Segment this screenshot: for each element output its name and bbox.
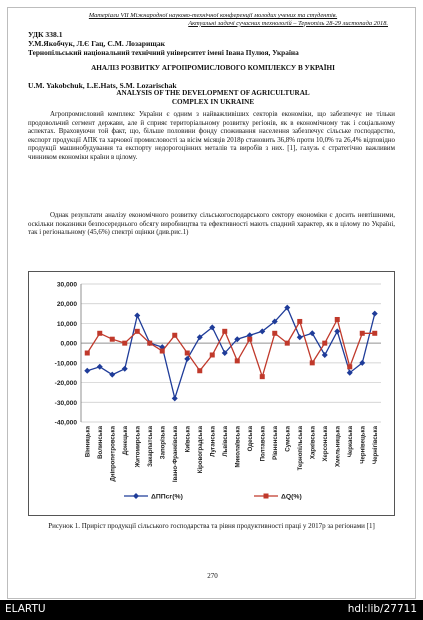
x-tick-label: Сумська [284, 426, 292, 452]
y-tick-label: 0,000 [60, 340, 77, 348]
document-page [7, 7, 416, 599]
series-2-point [85, 351, 90, 356]
series-1-point [84, 368, 90, 374]
series-2-point [335, 317, 340, 322]
y-tick-label: -40,000 [54, 419, 77, 427]
series-2-point [372, 331, 377, 336]
series-2-point [172, 333, 177, 338]
x-tick-label: Рівненська [271, 426, 279, 460]
line-chart [29, 272, 396, 517]
x-tick-label: Миколаївська [234, 426, 242, 468]
x-tick-label: Дніпропетровська [109, 426, 117, 482]
series-2-point [222, 329, 227, 334]
series-2-point [247, 337, 252, 342]
series-2-point [147, 341, 152, 346]
affiliation: Тернопільський національний технічний університет імені Івана Пулюя, Україна [28, 48, 299, 57]
x-tick-label: Івано-Франківська [171, 426, 179, 483]
header-line-1: Матеріали VII Міжнародної науково-технічної конференції молодих учених та студентів. [88, 12, 338, 19]
chart-figure [28, 271, 395, 516]
x-tick-label: Вінницька [84, 426, 92, 458]
series-2-point [185, 351, 190, 356]
series-2-point [210, 352, 215, 357]
footer-handle[interactable]: hdl:lib/27711 [347, 603, 417, 615]
series-1-point [97, 364, 103, 370]
series-2-point [310, 360, 315, 365]
x-tick-label: Київська [184, 426, 192, 453]
series-2-point [360, 331, 365, 336]
series-2-point [122, 341, 127, 346]
conference-header [38, 12, 388, 27]
series-2-point [285, 341, 290, 346]
x-tick-label: Львівська [221, 426, 229, 457]
x-tick-label: Полтавська [259, 426, 267, 462]
title-ua: АНАЛІЗ РОЗВИТКУ АГРОПРОМИСЛОВОГО КОМПЛЕКСУ В УКРАЇНІ [91, 64, 335, 72]
series-1-point [172, 395, 178, 401]
series-1-point [134, 313, 140, 319]
x-tick-label: Закарпатська [146, 426, 154, 467]
y-tick-label: -20,000 [54, 380, 77, 388]
paragraph-2: Однак результати аналізу економічного розвитку сільськогосподарського сектору економіки є досить невтішними, оскільки показники безпосереднього обсягу виробництва та ефективності мають спадний характер, як в цілому по Україні, так і регіональному (45,6%) спектрі оцінки (див.рис.1) [28, 212, 395, 236]
series-line-1 [87, 308, 375, 399]
footer-bar [0, 600, 423, 620]
series-1-point [122, 366, 128, 372]
x-tick-label: Хмельницька [334, 426, 342, 467]
authors-en: U.M. Yakobchuk, L.E.Hats, S.M. Lozarischak [28, 81, 177, 90]
series-2-point [347, 364, 352, 369]
title-en: ANALYSIS OF THE DEVELOPMENT OF AGRICULTURAL COMPLEX IN UKRAINE [116, 89, 310, 106]
legend-marker [264, 494, 269, 499]
x-tick-label: Волинська [96, 426, 104, 459]
x-tick-label: Луганська [209, 426, 217, 457]
legend-label: ΔППсг(%) [151, 493, 183, 501]
legend-marker [133, 493, 139, 499]
x-tick-label: Чернівецька [359, 426, 367, 464]
x-tick-label: Тернопільська [296, 426, 304, 471]
series-2-point [322, 341, 327, 346]
series-2-point [160, 349, 165, 354]
x-tick-label: Донецька [121, 426, 129, 456]
authors-ua: У.М.Якобчук, Л.Є Гац, С.М. Лозарищак [28, 39, 165, 48]
x-tick-label: Житомирська [134, 426, 142, 468]
y-tick-label: 20,000 [56, 301, 77, 309]
x-tick-label: Черкаська [346, 426, 354, 458]
y-tick-label: -30,000 [54, 399, 77, 407]
footer-repository: ELARTU [5, 603, 46, 615]
figure-caption: Рисунок 1. Приріст продукції сільського господарства та рівня продуктивності праці у 2017р за регіонами [1] [48, 522, 375, 530]
page-number: 270 [207, 572, 218, 580]
series-2-point [260, 374, 265, 379]
series-2-point [197, 368, 202, 373]
x-tick-label: Одеська [246, 426, 254, 452]
header-line-2: Актуальні задачі сучасних технологій – Тернопіль 28-29 листопада 2018. [188, 19, 388, 27]
series-1-point [297, 334, 303, 340]
series-2-point [110, 337, 115, 342]
x-tick-label: Запорізька [159, 426, 167, 460]
series-2-point [235, 358, 240, 363]
y-tick-label: 30,000 [56, 281, 77, 289]
y-tick-label: 10,000 [56, 320, 77, 328]
legend-label: ΔQ(%) [281, 493, 302, 501]
udk-code: УДК 338.1 [28, 30, 63, 39]
x-tick-label: Кіровоградська [196, 426, 204, 474]
series-2-point [297, 319, 302, 324]
series-line-2 [87, 320, 375, 377]
series-2-point [97, 331, 102, 336]
series-2-point [272, 331, 277, 336]
series-1-point [372, 311, 378, 317]
paragraph-1: Агропромисловий комплекс України є одним з найважливіших секторів економіки, що забезпечує не тільки продовольчий сегмент держави, але й сприяє територіальному розвитку регіонів, як в економічному так і соціальному аспектах. Враховуючи той факт, що, більше половини фонду споживання населення забезпечує сільське господарство, експорт продукції АПК та харчової промисловості за вісім місяців 2018р становить 36,8% проти 10,0% та 26,4% відповідно продукції машинобудування та експорту недорогоцінних металів та виробів з них. [1], галузь є стратегічно важливим чинником економіки країни в цілому. [28, 111, 395, 161]
series-2-point [135, 329, 140, 334]
x-tick-label: Чернігівська [371, 426, 379, 465]
x-tick-label: Харківська [309, 426, 317, 460]
series-1-point [309, 330, 315, 336]
x-tick-label: Херсонська [321, 426, 329, 462]
y-tick-label: -10,000 [54, 360, 77, 368]
series-1-point [322, 352, 328, 358]
